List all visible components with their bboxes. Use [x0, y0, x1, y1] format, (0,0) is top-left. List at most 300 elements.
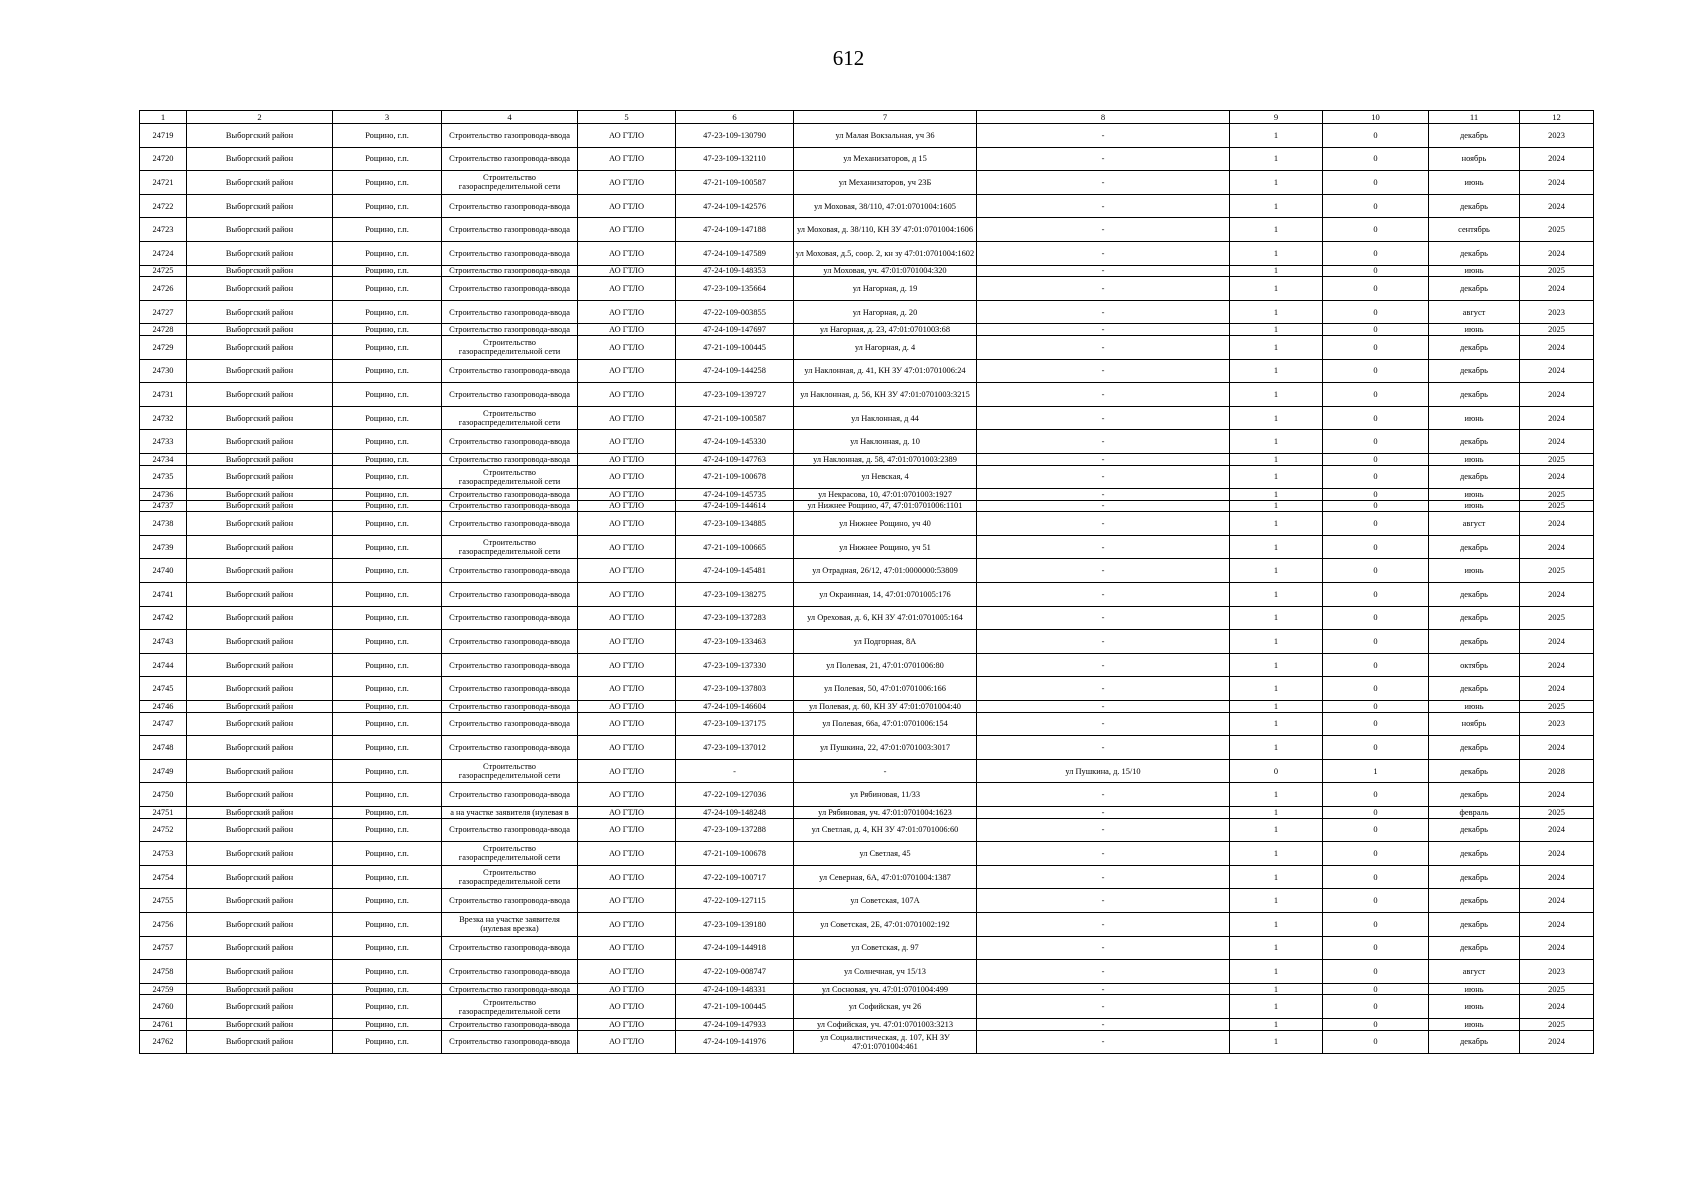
column-header: 1: [140, 111, 187, 124]
cell-address: ул Наклонная, д. 10: [794, 430, 977, 454]
cell-address-other: -: [977, 712, 1230, 736]
cell-settlement: Рощино, г.п.: [333, 430, 442, 454]
cell-settlement: Рощино, г.п.: [333, 630, 442, 654]
table-row: [140, 606, 1594, 630]
cell-count-a: 1: [1230, 606, 1323, 630]
cell-month: август: [1429, 512, 1520, 536]
cell-year: 2024: [1520, 677, 1594, 701]
cell-organization: АО ГТЛО: [578, 912, 676, 936]
cell-district: Выборгский район: [187, 241, 333, 265]
cell-settlement: Рощино, г.п.: [333, 818, 442, 842]
cell-district: Выборгский район: [187, 889, 333, 913]
table-row: [140, 406, 1594, 430]
cell-organization: АО ГТЛО: [578, 171, 676, 195]
cell-count-a: 1: [1230, 736, 1323, 760]
cell-row-number: 24762: [140, 1030, 187, 1054]
cell-organization: АО ГТЛО: [578, 453, 676, 465]
cell-count-b: 0: [1323, 936, 1429, 960]
cell-address: ул Окраинная, 14, 47:01:0701005:176: [794, 583, 977, 607]
cell-organization: АО ГТЛО: [578, 606, 676, 630]
cell-application-number: 47-23-109-135664: [676, 277, 794, 301]
cell-settlement: Рощино, г.п.: [333, 171, 442, 195]
table-row: [140, 889, 1594, 913]
cell-address: ул Наклонная, д. 56, КН ЗУ 47:01:0701003:3215: [794, 383, 977, 407]
cell-address: ул Рябиновая, 11/33: [794, 783, 977, 807]
cell-row-number: 24750: [140, 783, 187, 807]
cell-row-number: 24742: [140, 606, 187, 630]
page-number: 612: [832, 46, 865, 70]
cell-work-type: Строительство газораспределительной сети: [442, 759, 578, 783]
cell-work-type: Строительство газопровода-ввода: [442, 1030, 578, 1054]
cell-address-other: -: [977, 430, 1230, 454]
cell-address: -: [794, 759, 977, 783]
cell-year: 2025: [1520, 453, 1594, 465]
cell-address-other: -: [977, 324, 1230, 336]
cell-row-number: 24743: [140, 630, 187, 654]
table-row: [140, 912, 1594, 936]
cell-work-type: Строительство газопровода-ввода: [442, 277, 578, 301]
cell-count-a: 1: [1230, 489, 1323, 501]
cell-year: 2025: [1520, 500, 1594, 512]
cell-count-a: 1: [1230, 241, 1323, 265]
cell-month: июнь: [1429, 453, 1520, 465]
cell-count-b: 0: [1323, 606, 1429, 630]
cell-month: июнь: [1429, 701, 1520, 713]
cell-work-type: Строительство газопровода-ввода: [442, 936, 578, 960]
cell-count-b: 0: [1323, 677, 1429, 701]
cell-count-b: 0: [1323, 865, 1429, 889]
column-header: 4: [442, 111, 578, 124]
cell-year: 2024: [1520, 630, 1594, 654]
cell-work-type: Строительство газораспределительной сети: [442, 465, 578, 489]
cell-year: 2024: [1520, 995, 1594, 1019]
cell-district: Выборгский район: [187, 147, 333, 171]
cell-row-number: 24722: [140, 194, 187, 218]
cell-year: 2024: [1520, 912, 1594, 936]
table-row: [140, 124, 1594, 148]
cell-row-number: 24736: [140, 489, 187, 501]
cell-count-b: 0: [1323, 124, 1429, 148]
cell-work-type: Строительство газопровода-ввода: [442, 218, 578, 242]
table-row: [140, 818, 1594, 842]
cell-address-other: -: [977, 383, 1230, 407]
cell-month: декабрь: [1429, 842, 1520, 866]
cell-address: ул Моховая, 38/110, 47:01:0701004:1605: [794, 194, 977, 218]
cell-count-a: 1: [1230, 783, 1323, 807]
cell-settlement: Рощино, г.п.: [333, 218, 442, 242]
cell-count-a: 1: [1230, 147, 1323, 171]
cell-count-a: 1: [1230, 465, 1323, 489]
cell-organization: АО ГТЛО: [578, 960, 676, 984]
cell-address-other: -: [977, 842, 1230, 866]
cell-organization: АО ГТЛО: [578, 677, 676, 701]
cell-count-a: 1: [1230, 677, 1323, 701]
cell-settlement: Рощино, г.п.: [333, 736, 442, 760]
cell-settlement: Рощино, г.п.: [333, 277, 442, 301]
column-header: 9: [1230, 111, 1323, 124]
cell-organization: АО ГТЛО: [578, 218, 676, 242]
cell-row-number: 24749: [140, 759, 187, 783]
cell-work-type: Строительство газопровода-ввода: [442, 701, 578, 713]
cell-address: ул Сосновая, уч. 47:01:0701004:499: [794, 983, 977, 995]
cell-district: Выборгский район: [187, 1018, 333, 1030]
cell-row-number: 24733: [140, 430, 187, 454]
cell-organization: АО ГТЛО: [578, 701, 676, 713]
table-row: [140, 960, 1594, 984]
cell-count-a: 1: [1230, 630, 1323, 654]
cell-year: 2023: [1520, 712, 1594, 736]
table-header: [140, 111, 1594, 124]
cell-organization: АО ГТЛО: [578, 489, 676, 501]
cell-year: 2024: [1520, 535, 1594, 559]
cell-district: Выборгский район: [187, 606, 333, 630]
cell-count-b: 0: [1323, 889, 1429, 913]
table-row: [140, 983, 1594, 995]
cell-month: декабрь: [1429, 818, 1520, 842]
cell-work-type: Строительство газопровода-ввода: [442, 453, 578, 465]
cell-address: ул Малая Вокзальная, уч 36: [794, 124, 977, 148]
cell-count-a: 1: [1230, 865, 1323, 889]
cell-district: Выборгский район: [187, 759, 333, 783]
cell-count-b: 0: [1323, 324, 1429, 336]
cell-address: ул Подгорная, 8А: [794, 630, 977, 654]
cell-address-other: -: [977, 818, 1230, 842]
column-header: 11: [1429, 111, 1520, 124]
table-row: [140, 300, 1594, 324]
cell-count-a: 1: [1230, 171, 1323, 195]
cell-row-number: 24755: [140, 889, 187, 913]
cell-row-number: 24734: [140, 453, 187, 465]
cell-settlement: Рощино, г.п.: [333, 194, 442, 218]
cell-row-number: 24730: [140, 359, 187, 383]
cell-organization: АО ГТЛО: [578, 465, 676, 489]
cell-organization: АО ГТЛО: [578, 265, 676, 277]
cell-application-number: 47-23-109-132110: [676, 147, 794, 171]
cell-year: 2024: [1520, 383, 1594, 407]
cell-organization: АО ГТЛО: [578, 889, 676, 913]
cell-count-a: 1: [1230, 535, 1323, 559]
cell-district: Выборгский район: [187, 995, 333, 1019]
cell-row-number: 24739: [140, 535, 187, 559]
table-row: [140, 453, 1594, 465]
cell-application-number: 47-23-109-137288: [676, 818, 794, 842]
cell-organization: АО ГТЛО: [578, 995, 676, 1019]
table-row: [140, 265, 1594, 277]
cell-row-number: 24731: [140, 383, 187, 407]
cell-month: сентябрь: [1429, 218, 1520, 242]
cell-count-a: 1: [1230, 300, 1323, 324]
cell-year: 2024: [1520, 842, 1594, 866]
cell-work-type: Строительство газопровода-ввода: [442, 818, 578, 842]
cell-application-number: 47-24-109-147763: [676, 453, 794, 465]
cell-year: 2024: [1520, 359, 1594, 383]
cell-month: июнь: [1429, 995, 1520, 1019]
cell-organization: АО ГТЛО: [578, 983, 676, 995]
cell-organization: АО ГТЛО: [578, 383, 676, 407]
cell-count-a: 1: [1230, 500, 1323, 512]
cell-settlement: Рощино, г.п.: [333, 500, 442, 512]
cell-address: ул Моховая, уч. 47:01:0701004:320: [794, 265, 977, 277]
cell-address: ул Полевая, 21, 47:01:0701006:80: [794, 653, 977, 677]
cell-address-other: -: [977, 171, 1230, 195]
table-row: [140, 865, 1594, 889]
cell-application-number: 47-22-109-127036: [676, 783, 794, 807]
cell-month: декабрь: [1429, 194, 1520, 218]
cell-district: Выборгский район: [187, 489, 333, 501]
cell-district: Выборгский район: [187, 194, 333, 218]
cell-month: август: [1429, 960, 1520, 984]
cell-application-number: 47-24-109-144614: [676, 500, 794, 512]
column-header: 6: [676, 111, 794, 124]
cell-year: 2028: [1520, 759, 1594, 783]
cell-work-type: Врезка на участке заявителя (нулевая врезка): [442, 912, 578, 936]
table-row: [140, 653, 1594, 677]
cell-year: 2024: [1520, 465, 1594, 489]
cell-organization: АО ГТЛО: [578, 277, 676, 301]
column-header: 10: [1323, 111, 1429, 124]
cell-application-number: 47-24-109-142576: [676, 194, 794, 218]
cell-count-b: 0: [1323, 1030, 1429, 1054]
cell-work-type: Строительство газопровода-ввода: [442, 500, 578, 512]
cell-application-number: 47-23-109-137175: [676, 712, 794, 736]
cell-application-number: 47-23-109-130790: [676, 124, 794, 148]
cell-address-other: -: [977, 995, 1230, 1019]
column-header: 5: [578, 111, 676, 124]
cell-work-type: Строительство газораспределительной сети: [442, 995, 578, 1019]
cell-row-number: 24729: [140, 335, 187, 359]
cell-address-other: -: [977, 535, 1230, 559]
cell-work-type: Строительство газопровода-ввода: [442, 712, 578, 736]
cell-settlement: Рощино, г.п.: [333, 1030, 442, 1054]
table-row: [140, 383, 1594, 407]
table-row: [140, 277, 1594, 301]
cell-work-type: а на участке заявителя (нулевая в: [442, 807, 578, 819]
table-row: [140, 583, 1594, 607]
cell-year: 2025: [1520, 807, 1594, 819]
cell-count-b: 0: [1323, 277, 1429, 301]
cell-organization: АО ГТЛО: [578, 512, 676, 536]
cell-month: декабрь: [1429, 630, 1520, 654]
cell-row-number: 24723: [140, 218, 187, 242]
cell-organization: АО ГТЛО: [578, 406, 676, 430]
cell-address-other: -: [977, 783, 1230, 807]
cell-count-b: 0: [1323, 406, 1429, 430]
table-row: [140, 701, 1594, 713]
cell-year: 2025: [1520, 701, 1594, 713]
cell-address-other: -: [977, 606, 1230, 630]
cell-year: 2023: [1520, 124, 1594, 148]
cell-district: Выборгский район: [187, 677, 333, 701]
cell-application-number: 47-24-109-148353: [676, 265, 794, 277]
cell-address: ул Некрасова, 10, 47:01:0701003:1927: [794, 489, 977, 501]
cell-address: ул Нижнее Рощино, уч 51: [794, 535, 977, 559]
cell-address: ул Наклонная, д 44: [794, 406, 977, 430]
cell-settlement: Рощино, г.п.: [333, 807, 442, 819]
cell-count-b: 1: [1323, 759, 1429, 783]
cell-district: Выборгский район: [187, 324, 333, 336]
cell-year: 2024: [1520, 1030, 1594, 1054]
cell-district: Выборгский район: [187, 430, 333, 454]
cell-year: 2025: [1520, 324, 1594, 336]
cell-row-number: 24727: [140, 300, 187, 324]
cell-district: Выборгский район: [187, 465, 333, 489]
cell-row-number: 24756: [140, 912, 187, 936]
cell-count-b: 0: [1323, 995, 1429, 1019]
cell-district: Выборгский район: [187, 630, 333, 654]
cell-address: ул Рябиновая, уч. 47:01:0701004:1623: [794, 807, 977, 819]
table-row: [140, 241, 1594, 265]
cell-row-number: 24740: [140, 559, 187, 583]
cell-organization: АО ГТЛО: [578, 759, 676, 783]
cell-organization: АО ГТЛО: [578, 818, 676, 842]
cell-work-type: Строительство газопровода-ввода: [442, 194, 578, 218]
cell-month: февраль: [1429, 807, 1520, 819]
cell-address-other: -: [977, 265, 1230, 277]
cell-address: ул Моховая, д.5, соор. 2, кн зу 47:01:0701004:1602: [794, 241, 977, 265]
cell-year: 2024: [1520, 583, 1594, 607]
cell-work-type: Строительство газопровода-ввода: [442, 960, 578, 984]
cell-address-other: -: [977, 335, 1230, 359]
cell-month: декабрь: [1429, 430, 1520, 454]
cell-count-b: 0: [1323, 983, 1429, 995]
cell-application-number: 47-24-109-144918: [676, 936, 794, 960]
cell-count-a: 1: [1230, 960, 1323, 984]
cell-row-number: 24737: [140, 500, 187, 512]
cell-district: Выборгский район: [187, 936, 333, 960]
cell-organization: АО ГТЛО: [578, 1030, 676, 1054]
cell-count-a: 1: [1230, 653, 1323, 677]
cell-application-number: 47-24-109-144258: [676, 359, 794, 383]
cell-organization: АО ГТЛО: [578, 430, 676, 454]
cell-year: 2024: [1520, 277, 1594, 301]
cell-address-other: -: [977, 583, 1230, 607]
cell-year: 2025: [1520, 489, 1594, 501]
cell-district: Выборгский район: [187, 124, 333, 148]
cell-address: ул Социалистическая, д. 107, КН ЗУ 47:01:0701004:461: [794, 1030, 977, 1054]
cell-organization: АО ГТЛО: [578, 359, 676, 383]
cell-address: ул Софийская, уч 26: [794, 995, 977, 1019]
cell-address-other: -: [977, 300, 1230, 324]
cell-application-number: 47-24-109-147188: [676, 218, 794, 242]
cell-count-b: 0: [1323, 171, 1429, 195]
cell-work-type: Строительство газопровода-ввода: [442, 606, 578, 630]
cell-district: Выборгский район: [187, 653, 333, 677]
cell-count-a: 1: [1230, 807, 1323, 819]
cell-month: декабрь: [1429, 241, 1520, 265]
cell-address: ул Невская, 4: [794, 465, 977, 489]
cell-count-a: 1: [1230, 842, 1323, 866]
table-row: [140, 1018, 1594, 1030]
cell-address: ул Нагорная, д. 4: [794, 335, 977, 359]
cell-address-other: -: [977, 277, 1230, 301]
cell-application-number: 47-22-109-127115: [676, 889, 794, 913]
cell-month: декабрь: [1429, 1030, 1520, 1054]
cell-district: Выборгский район: [187, 960, 333, 984]
cell-work-type: Строительство газопровода-ввода: [442, 430, 578, 454]
cell-address-other: -: [977, 960, 1230, 984]
cell-work-type: Строительство газопровода-ввода: [442, 889, 578, 913]
cell-work-type: Строительство газопровода-ввода: [442, 983, 578, 995]
cell-settlement: Рощино, г.п.: [333, 512, 442, 536]
cell-organization: АО ГТЛО: [578, 653, 676, 677]
cell-count-a: 1: [1230, 265, 1323, 277]
table-row: [140, 500, 1594, 512]
cell-address-other: -: [977, 218, 1230, 242]
cell-count-b: 0: [1323, 383, 1429, 407]
cell-address-other: -: [977, 1030, 1230, 1054]
cell-count-b: 0: [1323, 512, 1429, 536]
cell-settlement: Рощино, г.п.: [333, 936, 442, 960]
cell-settlement: Рощино, г.п.: [333, 535, 442, 559]
cell-month: июнь: [1429, 406, 1520, 430]
cell-count-b: 0: [1323, 701, 1429, 713]
cell-district: Выборгский район: [187, 265, 333, 277]
cell-year: 2023: [1520, 960, 1594, 984]
cell-work-type: Строительство газопровода-ввода: [442, 583, 578, 607]
cell-address-other: -: [977, 983, 1230, 995]
cell-district: Выборгский район: [187, 383, 333, 407]
cell-address: ул Моховая, д. 38/110, КН ЗУ 47:01:0701004:1606: [794, 218, 977, 242]
cell-row-number: 24746: [140, 701, 187, 713]
cell-count-a: 1: [1230, 359, 1323, 383]
cell-district: Выборгский район: [187, 583, 333, 607]
cell-count-b: 0: [1323, 218, 1429, 242]
table-row: [140, 535, 1594, 559]
cell-work-type: Строительство газопровода-ввода: [442, 359, 578, 383]
cell-settlement: Рощино, г.п.: [333, 559, 442, 583]
cell-address: ул Нагорная, д. 23, 47:01:0701003:68: [794, 324, 977, 336]
cell-address-other: -: [977, 653, 1230, 677]
cell-organization: АО ГТЛО: [578, 500, 676, 512]
cell-row-number: 24754: [140, 865, 187, 889]
cell-organization: АО ГТЛО: [578, 194, 676, 218]
cell-work-type: Строительство газопровода-ввода: [442, 630, 578, 654]
cell-settlement: Рощино, г.п.: [333, 759, 442, 783]
cell-settlement: Рощино, г.п.: [333, 889, 442, 913]
cell-settlement: Рощино, г.п.: [333, 583, 442, 607]
cell-district: Выборгский район: [187, 218, 333, 242]
cell-month: декабрь: [1429, 783, 1520, 807]
cell-address: ул Советская, д. 97: [794, 936, 977, 960]
cell-work-type: Строительство газопровода-ввода: [442, 1018, 578, 1030]
cell-organization: АО ГТЛО: [578, 335, 676, 359]
table-row: [140, 194, 1594, 218]
cell-settlement: Рощино, г.п.: [333, 677, 442, 701]
cell-address: ул Механизаторов, д 15: [794, 147, 977, 171]
cell-row-number: 24724: [140, 241, 187, 265]
cell-count-b: 0: [1323, 712, 1429, 736]
cell-count-a: 1: [1230, 983, 1323, 995]
cell-count-a: 1: [1230, 383, 1323, 407]
cell-year: 2024: [1520, 147, 1594, 171]
cell-address: ул Нагорная, д. 20: [794, 300, 977, 324]
table-row: [140, 842, 1594, 866]
cell-organization: АО ГТЛО: [578, 1018, 676, 1030]
table-row: [140, 783, 1594, 807]
cell-district: Выборгский район: [187, 500, 333, 512]
table-row: [140, 630, 1594, 654]
cell-address: ул Софийская, уч. 47:01:0701003:3213: [794, 1018, 977, 1030]
cell-application-number: 47-21-109-100445: [676, 995, 794, 1019]
cell-application-number: 47-23-109-137803: [676, 677, 794, 701]
table-row: [140, 936, 1594, 960]
cell-district: Выборгский район: [187, 865, 333, 889]
cell-address: ул Полевая, д. 60, КН ЗУ 47:01:0701004:40: [794, 701, 977, 713]
cell-address-other: -: [977, 559, 1230, 583]
cell-month: июнь: [1429, 1018, 1520, 1030]
cell-application-number: 47-21-109-100665: [676, 535, 794, 559]
cell-month: декабрь: [1429, 335, 1520, 359]
